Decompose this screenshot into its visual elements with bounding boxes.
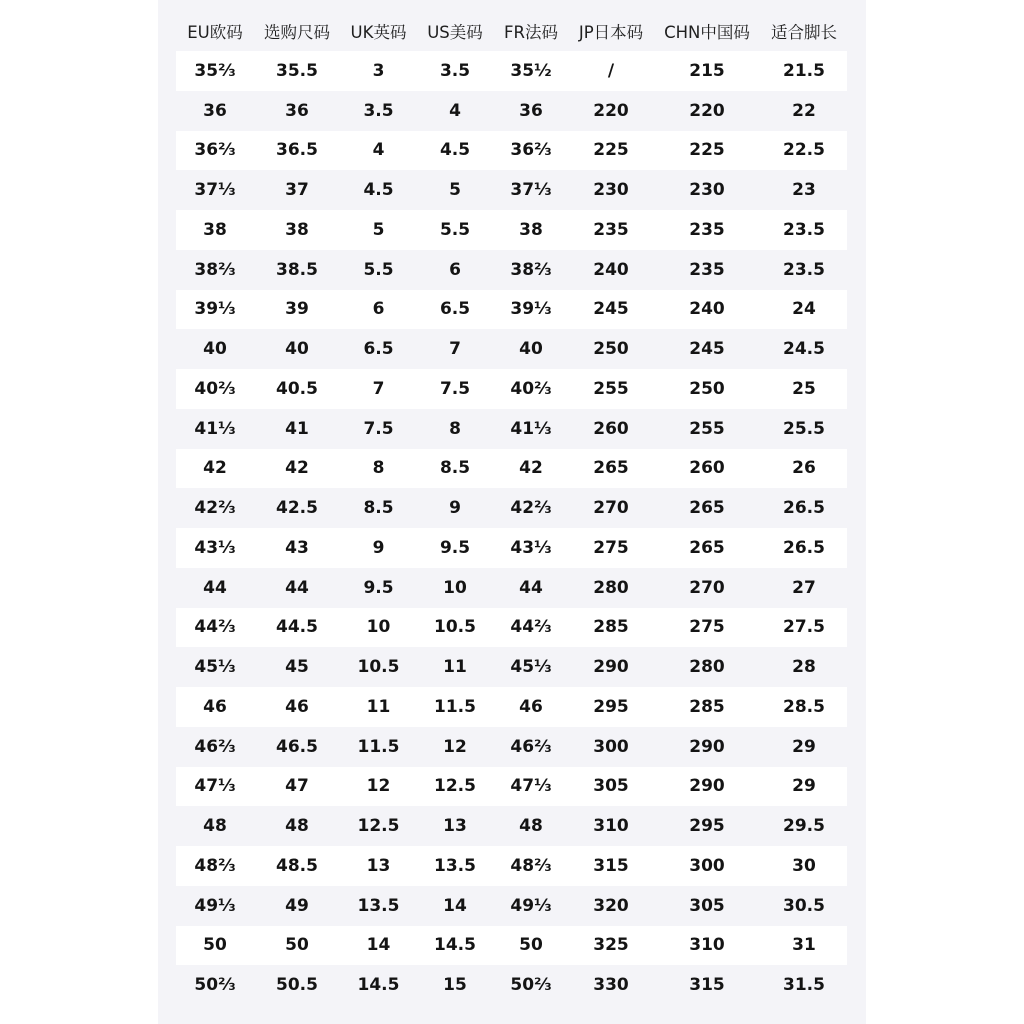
cell-uk: 11: [366, 696, 391, 717]
cell-purchase-size: 44.5: [276, 617, 318, 638]
cell-fr: 36: [519, 100, 543, 121]
cell-eu: 41⅓: [194, 418, 236, 439]
cell-chn: 250: [689, 378, 725, 399]
cell-purchase-size: 44: [285, 577, 309, 598]
cell-purchase-size: 50: [285, 935, 309, 956]
cell-us: 14: [443, 895, 467, 916]
cell-foot-length: 26: [792, 458, 816, 479]
table-row: [176, 926, 847, 966]
cell-eu: 44⅔: [194, 617, 236, 638]
cell-eu: 38: [203, 219, 227, 240]
table-row: [176, 886, 847, 926]
cell-jp: 315: [593, 855, 629, 876]
cell-us: 3.5: [439, 60, 471, 81]
cell-us: 10: [443, 577, 467, 598]
cell-us: 4: [449, 100, 461, 121]
cell-foot-length: 24: [792, 299, 816, 320]
cell-fr: 45⅓: [510, 657, 552, 678]
cell-eu: 42⅔: [194, 498, 236, 519]
cell-uk: 8: [372, 458, 385, 479]
cell-purchase-size: 46: [285, 696, 309, 717]
cell-fr: 49⅓: [510, 895, 552, 916]
cell-eu: 38⅔: [194, 259, 236, 280]
header-foot-length: 适合脚长: [771, 23, 837, 42]
cell-foot-length: 21.5: [783, 60, 825, 81]
cell-purchase-size: 38.5: [276, 259, 318, 280]
cell-us: 6: [449, 259, 461, 280]
cell-chn: 300: [689, 855, 725, 876]
cell-eu: 37⅓: [194, 180, 236, 201]
cell-us: 11.5: [434, 696, 476, 717]
cell-eu: 44: [203, 577, 227, 598]
header-jp: JP日本码: [578, 23, 644, 42]
cell-uk: 9: [372, 537, 385, 558]
cell-uk: 10: [366, 617, 391, 638]
cell-uk: 12.5: [357, 816, 400, 837]
cell-uk: 13.5: [357, 895, 400, 916]
cell-uk: 12: [366, 776, 391, 797]
table-row: [176, 806, 847, 846]
cell-chn: 230: [689, 180, 725, 201]
cell-purchase-size: 46.5: [276, 736, 318, 757]
cell-eu: 35⅔: [194, 60, 236, 81]
cell-uk: 8.5: [363, 498, 394, 519]
cell-chn: 260: [689, 458, 725, 479]
cell-fr: 50: [519, 935, 543, 956]
cell-foot-length: 29: [792, 736, 816, 757]
cell-fr: 47⅓: [510, 776, 552, 797]
table-row: [176, 846, 847, 886]
cell-eu: 36: [203, 100, 227, 121]
cell-fr: 38: [519, 219, 543, 240]
table-row: [176, 767, 847, 807]
table-row: [176, 131, 847, 171]
cell-chn: 240: [689, 299, 725, 320]
cell-us: 9: [449, 498, 461, 519]
cell-chn: 305: [689, 895, 725, 916]
cell-eu: 48⅔: [194, 855, 236, 876]
cell-uk: 10.5: [357, 657, 400, 678]
cell-purchase-size: 35.5: [276, 60, 318, 81]
cell-foot-length: 23.5: [783, 259, 825, 280]
cell-jp: 270: [593, 498, 629, 519]
cell-jp: 305: [593, 776, 629, 797]
cell-chn: 280: [689, 657, 725, 678]
cell-us: 8: [449, 418, 461, 439]
cell-foot-length: 28: [792, 657, 816, 678]
table-row: [176, 727, 847, 767]
table-row: [176, 51, 847, 91]
cell-chn: 310: [689, 935, 725, 956]
cell-purchase-size: 48: [285, 816, 309, 837]
table-row: [176, 409, 847, 449]
cell-purchase-size: 47: [285, 776, 309, 797]
cell-fr: 38⅔: [510, 259, 552, 280]
cell-eu: 46: [203, 696, 227, 717]
cell-fr: 46: [519, 696, 543, 717]
cell-eu: 42: [203, 458, 227, 479]
cell-chn: 315: [689, 975, 725, 996]
cell-us: 9.5: [439, 537, 471, 558]
cell-foot-length: 23.5: [783, 219, 825, 240]
cell-uk: 3.5: [363, 100, 394, 121]
cell-uk: 4: [372, 140, 385, 161]
cell-jp: 265: [593, 458, 629, 479]
cell-purchase-size: 40: [285, 339, 309, 360]
cell-us: 10.5: [434, 617, 476, 638]
header-uk: UK英码: [350, 23, 407, 42]
cell-us: 5.5: [439, 219, 471, 240]
cell-purchase-size: 41: [285, 418, 309, 439]
cell-us: 4.5: [439, 140, 471, 161]
cell-chn: 225: [689, 140, 725, 161]
cell-foot-length: 30: [792, 855, 816, 876]
cell-chn: 255: [689, 418, 725, 439]
cell-foot-length: 25: [792, 378, 816, 399]
cell-eu: 45⅓: [194, 657, 236, 678]
cell-purchase-size: 50.5: [276, 975, 318, 996]
table-row: [176, 329, 847, 369]
cell-jp: 230: [593, 180, 629, 201]
table-row: [176, 449, 847, 489]
cell-us: 13: [443, 816, 467, 837]
cell-uk: 9.5: [363, 577, 394, 598]
cell-uk: 3: [372, 60, 385, 81]
cell-jp: 295: [593, 696, 629, 717]
cell-chn: 275: [689, 617, 725, 638]
cell-purchase-size: 42.5: [276, 498, 318, 519]
cell-jp: 275: [593, 537, 629, 558]
cell-us: 12.5: [434, 776, 476, 797]
cell-fr: 50⅔: [510, 975, 552, 996]
cell-purchase-size: 36.5: [276, 140, 318, 161]
cell-uk: 4.5: [363, 180, 394, 201]
table-row: [176, 528, 847, 568]
cell-us: 7.5: [439, 378, 471, 399]
cell-jp: 285: [593, 617, 629, 638]
cell-us: 12: [443, 736, 467, 757]
table-row: [176, 965, 847, 1005]
cell-eu: 49⅓: [194, 895, 236, 916]
table-row: [176, 91, 847, 131]
cell-jp: 290: [593, 657, 629, 678]
cell-purchase-size: 45: [285, 657, 309, 678]
cell-purchase-size: 42: [285, 458, 309, 479]
cell-us: 7: [449, 339, 461, 360]
cell-chn: 265: [689, 537, 725, 558]
cell-uk: 14.5: [357, 975, 400, 996]
cell-eu: 39⅓: [194, 299, 236, 320]
cell-uk: 7.5: [363, 418, 394, 439]
header-us: US美码: [427, 23, 483, 42]
cell-uk: 6.5: [363, 339, 394, 360]
header-chn: CHN中国码: [664, 23, 750, 42]
cell-jp: 280: [593, 577, 629, 598]
cell-eu: 50⅔: [194, 975, 236, 996]
cell-foot-length: 26.5: [783, 537, 825, 558]
cell-chn: 235: [689, 259, 725, 280]
cell-foot-length: 27.5: [783, 617, 825, 638]
cell-foot-length: 30.5: [783, 895, 825, 916]
cell-purchase-size: 48.5: [276, 855, 318, 876]
cell-purchase-size: 36: [285, 100, 309, 121]
cell-jp: 255: [593, 378, 629, 399]
table-row: [176, 647, 847, 687]
cell-fr: 41⅓: [510, 418, 552, 439]
cell-fr: 44⅔: [510, 617, 552, 638]
cell-us: 8.5: [439, 458, 471, 479]
cell-fr: 36⅔: [510, 140, 552, 161]
cell-uk: 6: [372, 299, 385, 320]
cell-purchase-size: 43: [285, 537, 309, 558]
cell-us: 14.5: [434, 935, 476, 956]
cell-jp: /: [607, 60, 615, 81]
cell-jp: 235: [593, 219, 629, 240]
cell-eu: 46⅔: [194, 736, 236, 757]
cell-fr: 40: [519, 339, 543, 360]
cell-fr: 37⅓: [510, 180, 552, 201]
header-purchase-size: 选购尺码: [264, 23, 330, 42]
cell-jp: 240: [593, 259, 629, 280]
header-fr: FR法码: [504, 23, 558, 42]
table-row: [176, 687, 847, 727]
cell-us: 6.5: [439, 299, 471, 320]
cell-foot-length: 31.5: [783, 975, 825, 996]
cell-foot-length: 29.5: [783, 816, 825, 837]
cell-uk: 14: [366, 935, 391, 956]
cell-jp: 320: [593, 895, 629, 916]
size-chart-table: [176, 11, 847, 1005]
cell-fr: 43⅓: [510, 537, 552, 558]
cell-jp: 300: [593, 736, 629, 757]
cell-foot-length: 25.5: [783, 418, 825, 439]
cell-jp: 225: [593, 140, 629, 161]
cell-us: 15: [443, 975, 467, 996]
cell-fr: 42⅔: [510, 498, 552, 519]
cell-uk: 13: [366, 855, 391, 876]
table-row: [176, 210, 847, 250]
cell-purchase-size: 49: [285, 895, 309, 916]
table-header-row: [176, 11, 847, 51]
cell-chn: 290: [689, 776, 725, 797]
cell-chn: 290: [689, 736, 725, 757]
cell-foot-length: 22: [792, 100, 816, 121]
cell-jp: 245: [593, 299, 629, 320]
cell-fr: 39⅓: [510, 299, 552, 320]
cell-us: 5: [449, 180, 461, 201]
cell-fr: 42: [519, 458, 543, 479]
cell-purchase-size: 39: [285, 299, 309, 320]
cell-eu: 47⅓: [194, 776, 236, 797]
cell-foot-length: 29: [792, 776, 816, 797]
cell-fr: 48: [519, 816, 543, 837]
cell-eu: 40: [203, 339, 227, 360]
cell-eu: 43⅓: [194, 537, 236, 558]
cell-chn: 285: [689, 696, 725, 717]
cell-foot-length: 22.5: [783, 140, 825, 161]
cell-foot-length: 23: [792, 180, 816, 201]
table-row: [176, 568, 847, 608]
cell-foot-length: 31: [792, 935, 816, 956]
cell-chn: 215: [689, 60, 725, 81]
header-eu: EU欧码: [187, 23, 243, 42]
table-row: [176, 250, 847, 290]
cell-foot-length: 27: [792, 577, 816, 598]
cell-chn: 265: [689, 498, 725, 519]
cell-jp: 250: [593, 339, 629, 360]
table-row: [176, 170, 847, 210]
cell-us: 11: [443, 657, 467, 678]
cell-jp: 325: [593, 935, 629, 956]
cell-eu: 36⅔: [194, 140, 236, 161]
cell-us: 13.5: [434, 855, 476, 876]
cell-chn: 235: [689, 219, 725, 240]
cell-jp: 310: [593, 816, 629, 837]
table-row: [176, 369, 847, 409]
cell-eu: 50: [203, 935, 227, 956]
cell-jp: 330: [593, 975, 629, 996]
cell-fr: 48⅔: [510, 855, 552, 876]
cell-uk: 11.5: [357, 736, 400, 757]
cell-fr: 35½: [510, 60, 552, 81]
table-row: [176, 488, 847, 528]
cell-uk: 7: [372, 378, 385, 399]
cell-purchase-size: 40.5: [276, 378, 318, 399]
cell-purchase-size: 38: [285, 219, 309, 240]
cell-chn: 270: [689, 577, 725, 598]
cell-chn: 245: [689, 339, 725, 360]
table-row: [176, 290, 847, 330]
cell-fr: 44: [519, 577, 543, 598]
cell-uk: 5.5: [363, 259, 394, 280]
table-row: [176, 608, 847, 648]
cell-eu: 40⅔: [194, 378, 236, 399]
cell-uk: 5: [372, 219, 385, 240]
cell-jp: 220: [593, 100, 629, 121]
cell-foot-length: 26.5: [783, 498, 825, 519]
cell-fr: 40⅔: [510, 378, 552, 399]
cell-purchase-size: 37: [285, 180, 309, 201]
cell-fr: 46⅔: [510, 736, 552, 757]
cell-foot-length: 24.5: [783, 339, 825, 360]
cell-chn: 295: [689, 816, 725, 837]
cell-eu: 48: [203, 816, 227, 837]
cell-foot-length: 28.5: [783, 696, 825, 717]
cell-chn: 220: [689, 100, 725, 121]
cell-jp: 260: [593, 418, 629, 439]
